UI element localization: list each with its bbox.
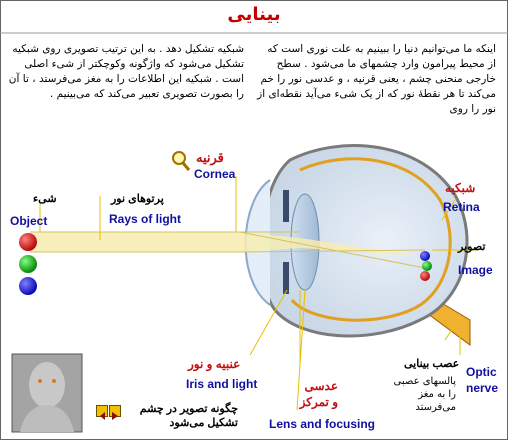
rewind-glyph (97, 411, 107, 421)
retina-label-en: Retina (443, 200, 480, 214)
iris-label-fa: عنبیه و نور (188, 357, 241, 371)
image-blue-dot (420, 251, 430, 261)
image-label-fa: تصویر (458, 241, 486, 253)
rewind-icon[interactable] (96, 405, 108, 417)
image-green-dot (422, 261, 432, 271)
play-icon[interactable] (109, 405, 121, 417)
cornea-label-en: Cornea (194, 167, 236, 181)
iris-label-en: Iris and light (186, 377, 258, 391)
object-label-fa: شیء (33, 193, 57, 205)
optic-label-fa-title: عصب بینایی (404, 358, 460, 370)
object-green-dot (19, 255, 37, 273)
retina-label-fa: شبکیه (445, 181, 476, 195)
object-label-en: Object (10, 214, 48, 228)
iris (283, 190, 289, 222)
object-blue-dot (19, 277, 37, 295)
optic-label-fa-desc: پالسهای عصبی را به مغز می‌فرستد (393, 376, 456, 413)
rays-label-en: Rays of light (109, 212, 182, 226)
cornea-label-fa: قرنیه (196, 150, 224, 165)
magnifier-icon[interactable] (173, 152, 189, 170)
rays-label-fa: پرتوهای نور (111, 193, 164, 205)
lens-label-en: Lens and focusing (269, 417, 376, 431)
play-glyph (110, 411, 120, 421)
object-red-dot (19, 233, 37, 251)
intro-paragraph-left: شبکیه تشکیل دهد . به این ترتیب تصویری روی شبکیه تشکیل می‌شود که واژگونه وکوچکتر از شیء اصلی است . شبکیه این اطلاعات را به مغز می‌فرستد ، تا آن را بصورت تصویری تعبیر می‌کند که می‌بینیم . (8, 43, 244, 100)
image-red-dot (420, 271, 430, 281)
image-label-en: Image (458, 263, 493, 277)
caption: چگونه تصویر در چشم تشکیل می‌شود (139, 403, 238, 429)
face-portrait[interactable] (12, 354, 82, 432)
intro-paragraph-right: اینکه ما می‌توانیم دنیا را ببینیم به علت نوری است که از محیط پیرامون وارد چشمهای ما می‌شود . سطح خارجی منحنی چشم ، یعنی قرنیه ، و عدسی نور را خم می‌کند تا هر نقطهٔ نور که از یک شیء می‌آید نقطه‌ای از نور را روی (257, 43, 496, 115)
page-title: بینایی (227, 4, 281, 25)
optic-label-en: Optic nerve (466, 365, 499, 395)
lens-label-fa: عدسی و تمرکز (299, 379, 338, 409)
